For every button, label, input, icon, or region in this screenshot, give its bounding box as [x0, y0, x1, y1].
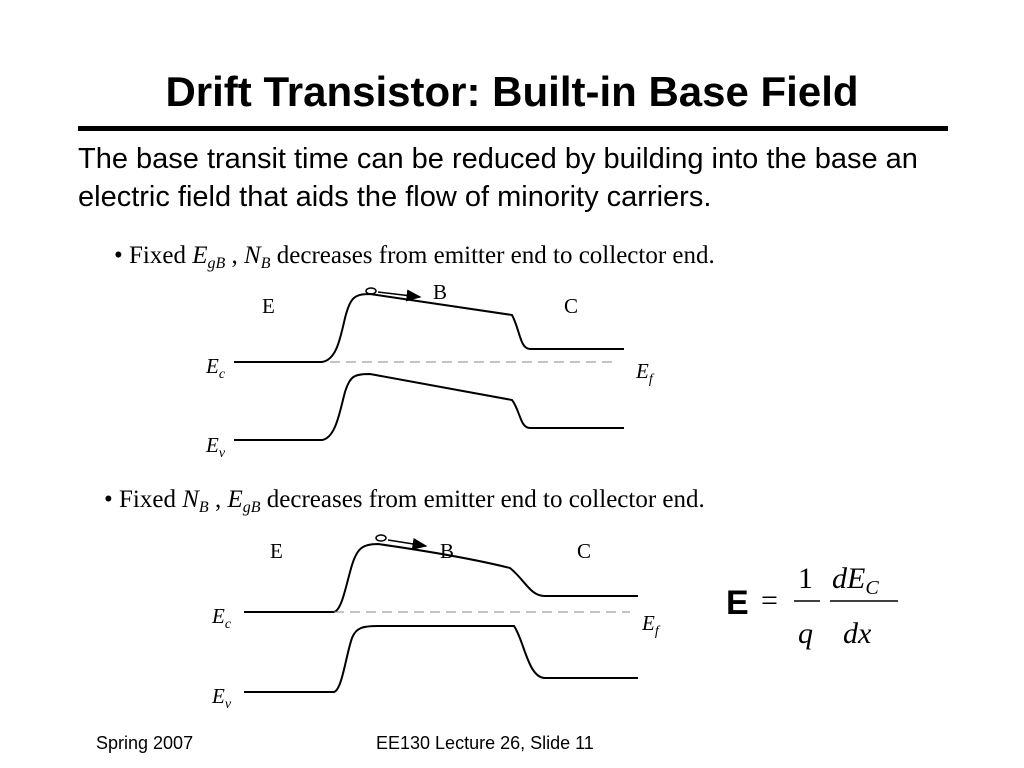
- fraction-2-denominator: dx: [843, 617, 872, 650]
- var-egb-sub: gB: [207, 255, 226, 272]
- bullet-marker: •: [114, 242, 123, 269]
- bullet-marker: •: [104, 486, 113, 513]
- bullet-lead: Fixed: [129, 242, 186, 269]
- valence-band-edge: [234, 374, 624, 440]
- fraction-1-numerator: 1: [798, 562, 813, 595]
- region-b-label: B: [440, 539, 455, 563]
- bullet-sep: ,: [214, 486, 222, 513]
- region-e-label: E: [262, 294, 275, 318]
- var-egb: E: [227, 486, 243, 513]
- footer-date: Spring 2007: [96, 733, 194, 753]
- region-b-label: B: [433, 280, 448, 304]
- region-c-label: C: [564, 294, 579, 318]
- intro-paragraph: The base transit time can be reduced by building into the base an electric field that aids the flow of minority carriers.: [78, 143, 918, 213]
- bullet-sep: ,: [231, 242, 238, 269]
- ec-label: $E_c$: [206, 354, 226, 382]
- footer-slide-info: EE130 Lecture 26, Slide 11: [376, 733, 594, 753]
- electric-field-equation: [726, 562, 898, 650]
- bullet-rest: decreases from emitter end to collector end.: [266, 486, 705, 513]
- var-nb-sub: B: [198, 499, 209, 516]
- ef-label: $E_f$: [642, 611, 659, 639]
- ec-label: $E_c$: [212, 604, 232, 632]
- var-egb: E: [192, 242, 208, 269]
- var-nb-sub: B: [260, 255, 271, 272]
- ef-label: $E_f$: [636, 359, 653, 387]
- var-nb: N: [244, 242, 261, 269]
- bullet-rest: decreases from emitter end to collector end.: [276, 242, 715, 269]
- valence-band-edge: [244, 626, 638, 692]
- bullet-lead: Fixed: [119, 486, 176, 513]
- band-diagram-1: [205, 280, 655, 461]
- slide-title: Drift Transistor: Built-in Base Field: [165, 68, 859, 115]
- var-egb-sub: gB: [242, 499, 261, 516]
- equals-sign: =: [761, 584, 778, 617]
- ev-label: $E_v$: [212, 684, 232, 712]
- electron-icon: [376, 535, 386, 541]
- fraction-2-numerator: $dE_C$: [832, 562, 879, 599]
- var-nb: N: [182, 486, 199, 513]
- fraction-1-denominator: q: [798, 617, 813, 650]
- band-diagram-2: [211, 535, 661, 712]
- region-c-label: C: [577, 539, 592, 563]
- drift-arrow-icon: [388, 540, 426, 546]
- region-e-label: E: [270, 539, 283, 563]
- field-symbol: E: [726, 584, 749, 622]
- electron-icon: [366, 288, 376, 294]
- ev-label: $E_v$: [206, 433, 226, 461]
